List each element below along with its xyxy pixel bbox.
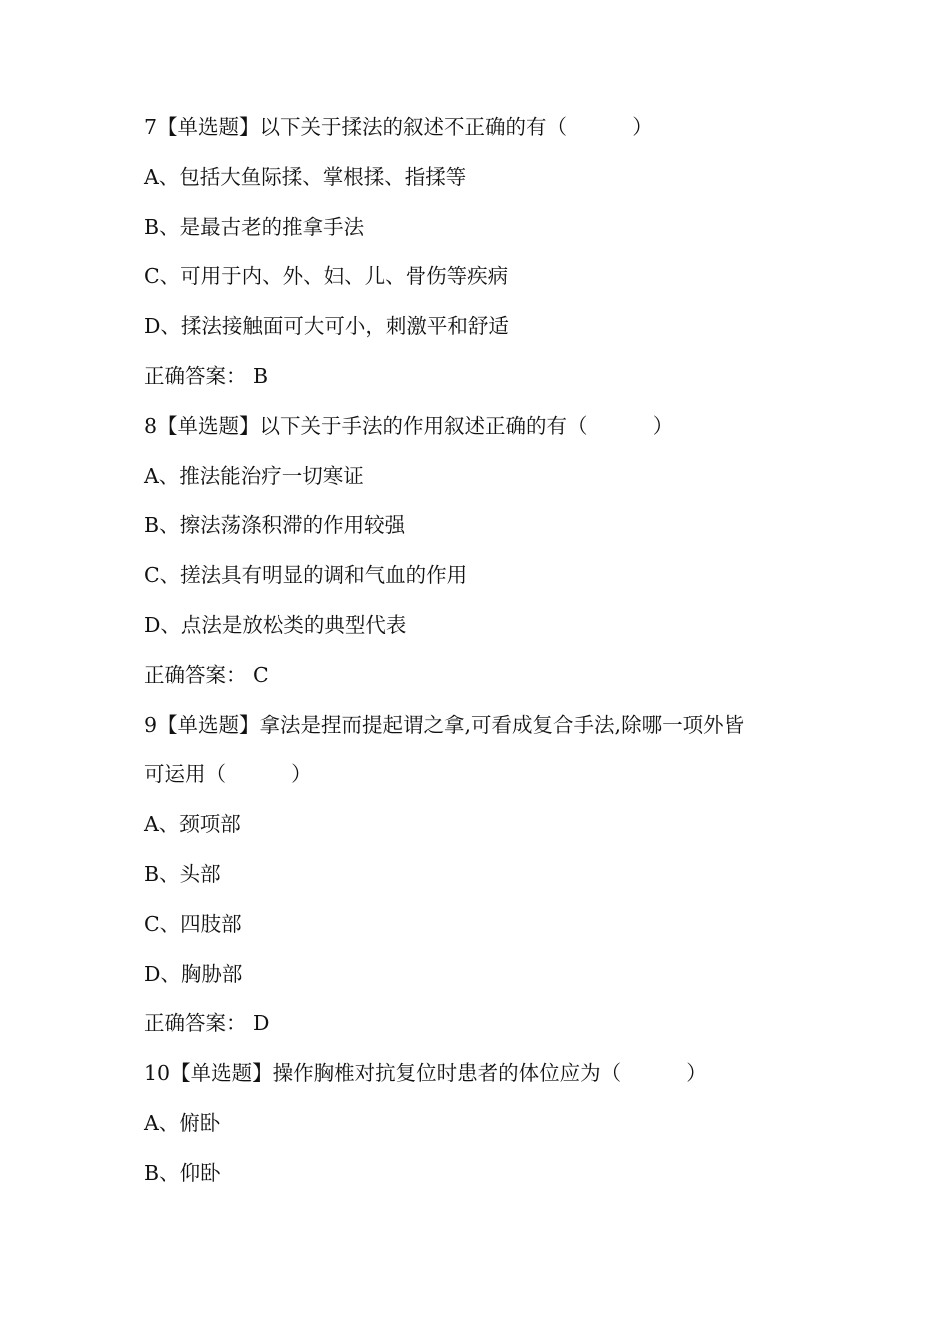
question-list: [144, 103, 824, 1199]
option-a: A、颈项部: [144, 812, 241, 837]
question-10: [144, 1049, 824, 1198]
option-a: A、推法能治疗一切寒证: [144, 463, 364, 488]
correct-answer: 正确答案： D: [144, 1011, 270, 1036]
option-b: B、仰卧: [144, 1160, 221, 1185]
option-d: D、胸胁部: [144, 961, 243, 986]
question-stem-line-1: 9【单选题】拿法是捏而提起谓之拿,可看成复合手法,除哪一项外皆: [144, 712, 745, 737]
option-b: B、头部: [144, 861, 221, 886]
question-7: [144, 103, 824, 402]
option-d: D、揉法接触面可大可小，刺激平和舒适: [144, 314, 509, 339]
correct-answer: 正确答案： B: [144, 363, 269, 388]
correct-answer: 正确答案： C: [144, 662, 269, 687]
option-b: B、是最古老的推拿手法: [144, 214, 365, 239]
option-a: A、包括大鱼际揉、掌根揉、指揉等: [144, 164, 467, 189]
option-c: C、搓法具有明显的调和气血的作用: [144, 563, 468, 588]
question-8: [144, 402, 824, 701]
question-stem: 7【单选题】以下关于揉法的叙述不正确的有（ ）: [144, 115, 653, 139]
question-stem: 8【单选题】以下关于手法的作用叙述正确的有（ ）: [144, 413, 674, 438]
option-d: D、点法是放松类的典型代表: [144, 612, 407, 637]
question-stem: 10【单选题】操作胸椎对抗复位时患者的体位应为（ ）: [144, 1061, 707, 1086]
option-c: C、可用于内、外、妇、儿、骨伤等疾病: [144, 264, 509, 289]
option-a: A、俯卧: [144, 1110, 221, 1135]
question-stem-line-2: 可运用（ ）: [144, 762, 312, 787]
question-9: [144, 701, 824, 1050]
option-b: B、擦法荡涤积滞的作用较强: [144, 513, 406, 538]
option-c: C、四肢部: [144, 911, 242, 936]
